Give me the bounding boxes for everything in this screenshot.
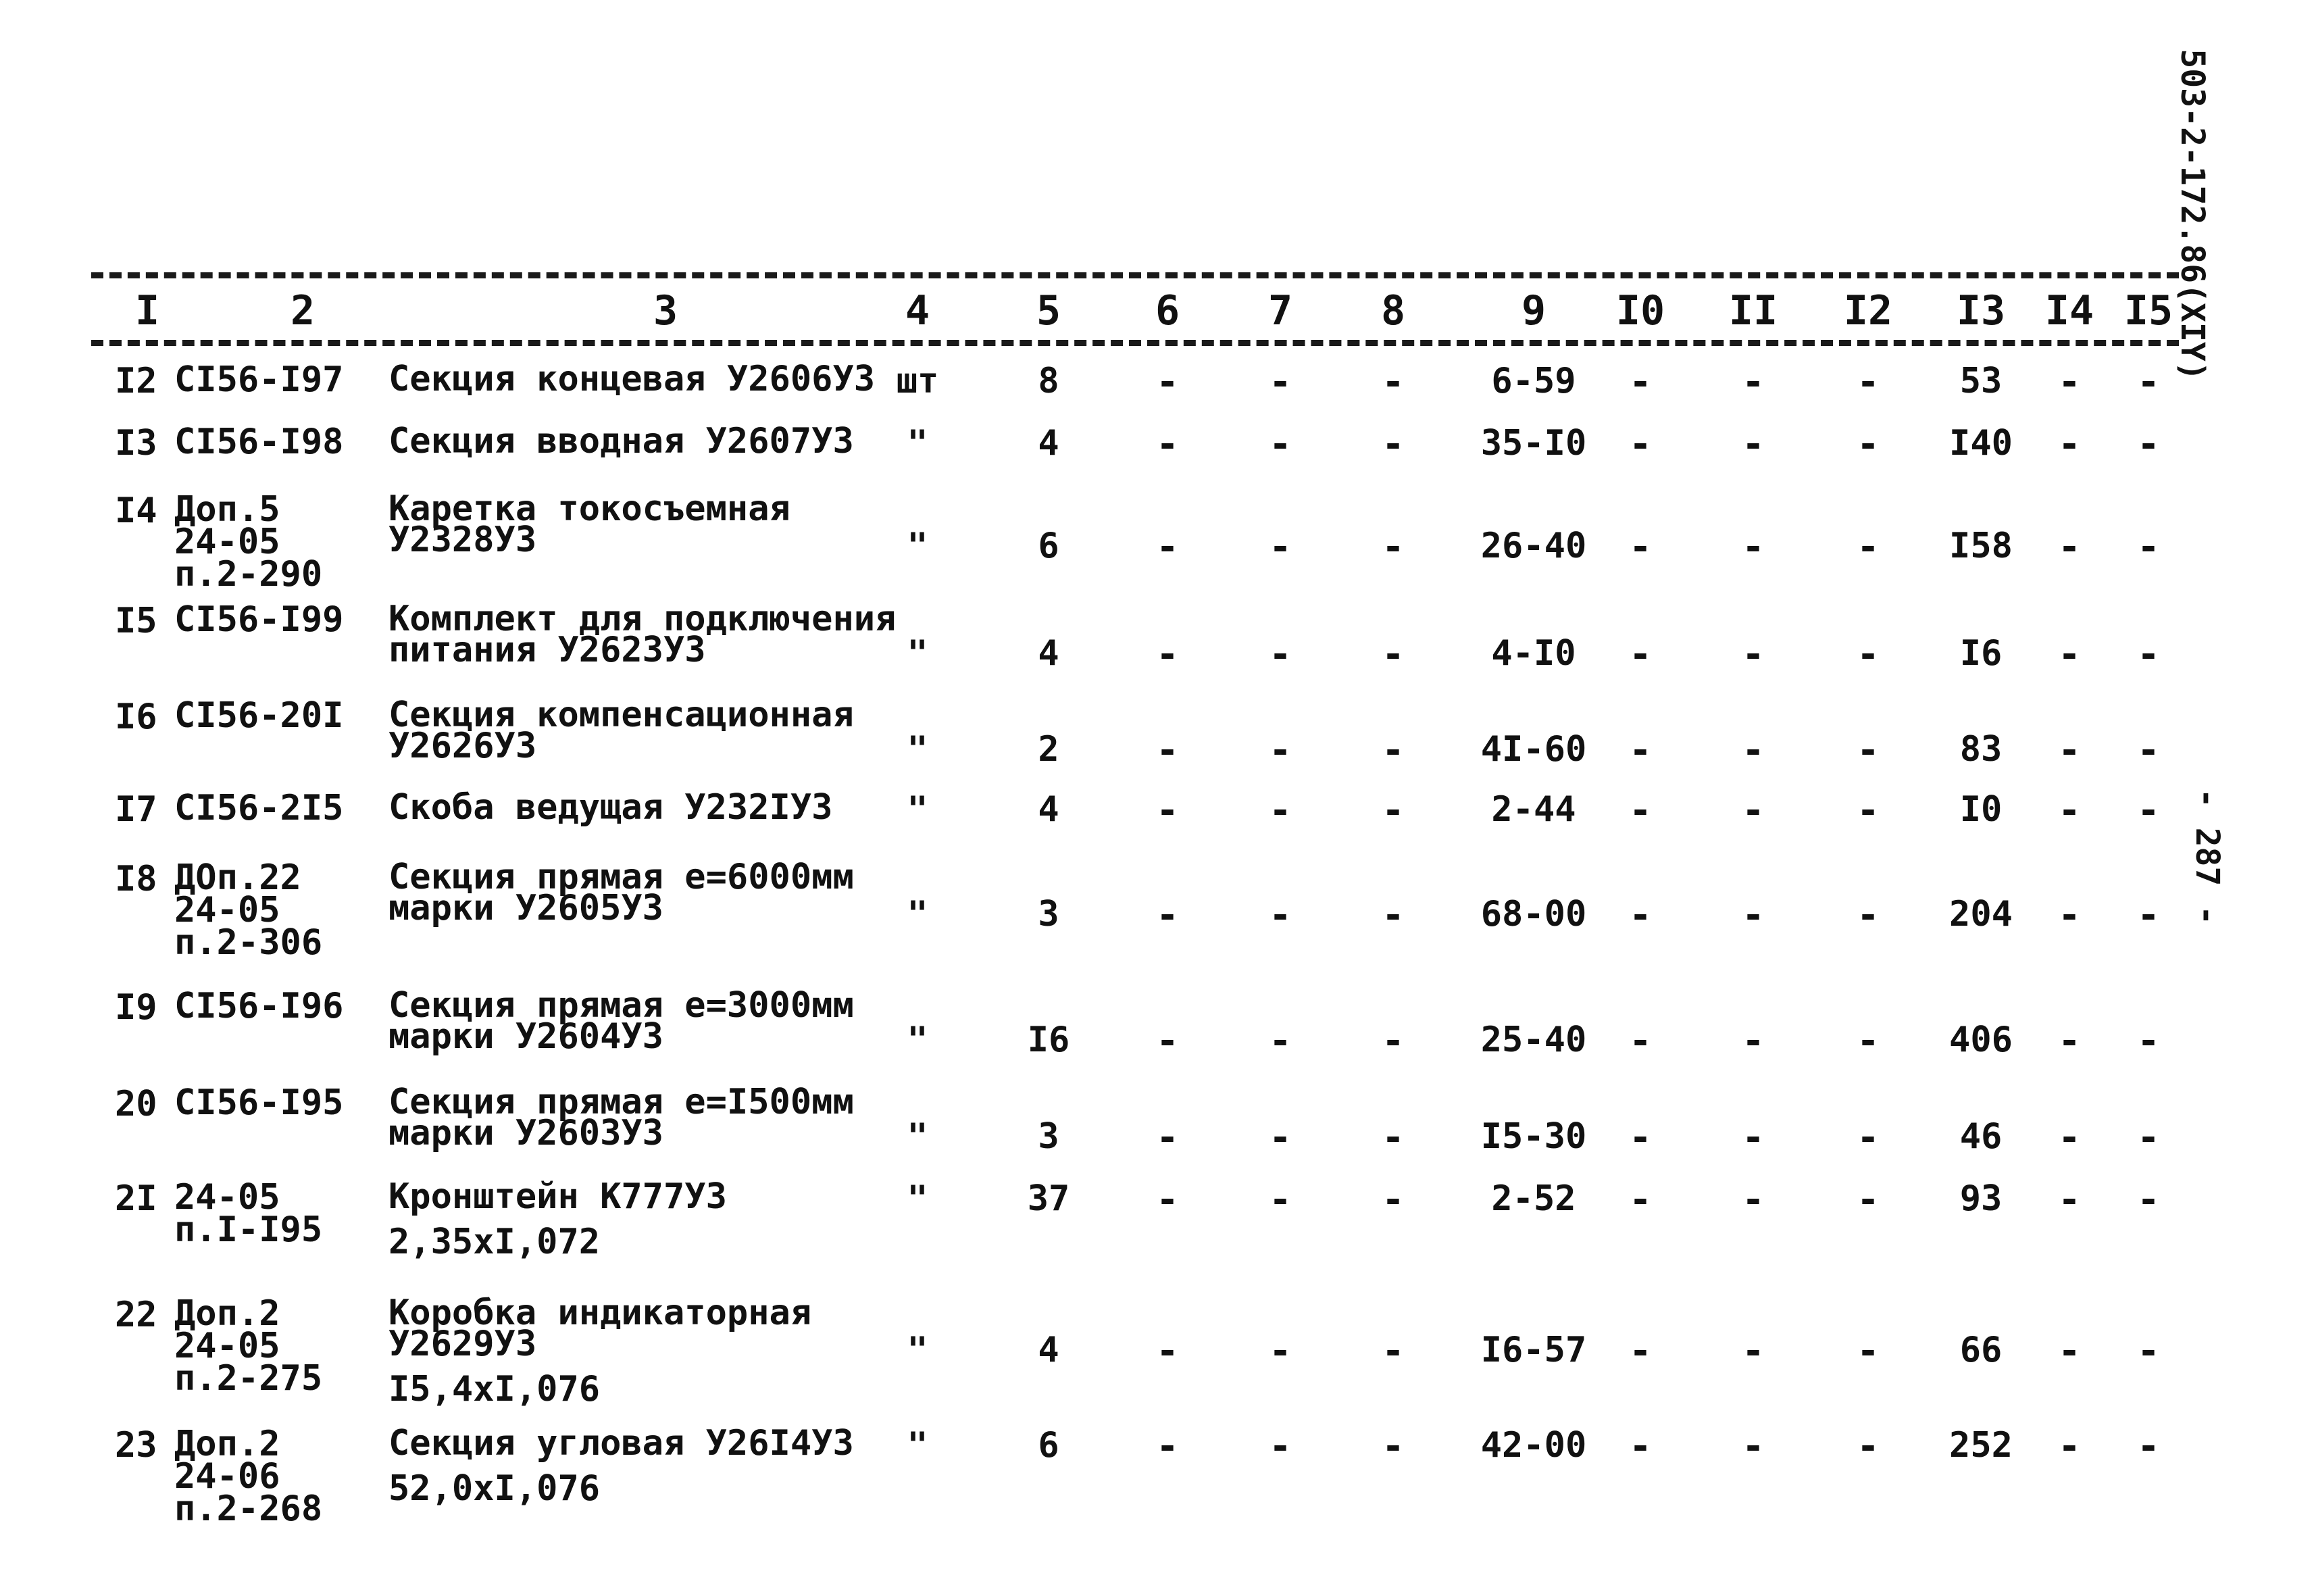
row-number: 22: [115, 1295, 157, 1335]
item-code-line: CI56-I95: [174, 1082, 344, 1123]
cell-c9: 4I-60: [1480, 729, 1587, 770]
cell-c14: -: [2058, 360, 2081, 404]
cell-c11: -: [1742, 1178, 1765, 1222]
column-header: 9: [1521, 287, 1546, 334]
row-number: 2I: [115, 1178, 157, 1219]
cell-qty: 3: [1038, 894, 1059, 934]
cell-c12: -: [1857, 1178, 1880, 1222]
cell-c9: 2-52: [1491, 1178, 1576, 1219]
cell-c11: -: [1742, 632, 1765, 676]
cell-c7: -: [1269, 789, 1292, 832]
cell-c12: -: [1857, 525, 1880, 569]
cell-c9: I5-30: [1480, 1116, 1587, 1157]
cell-c8: -: [1382, 789, 1405, 832]
item-name-line: Секция угловая У26I4УЗ: [388, 1423, 854, 1464]
item-name-line: марки У2603УЗ: [388, 1113, 663, 1153]
item-code-line: 24-05: [174, 522, 280, 562]
cell-c9: 26-40: [1480, 526, 1587, 566]
cell-c13: I6: [1959, 633, 2003, 674]
cell-c9: I6-57: [1480, 1330, 1587, 1370]
cell-c8: -: [1382, 1019, 1405, 1063]
item-code-line: п.2-306: [174, 922, 323, 963]
cell-qty: 3: [1038, 1116, 1059, 1157]
cell-c7: -: [1269, 1019, 1292, 1063]
cell-unit: ": [907, 526, 928, 566]
column-header: I3: [1956, 287, 2006, 334]
cell-c12: -: [1857, 1019, 1880, 1063]
cell-c11: -: [1742, 789, 1765, 832]
item-code-line: 24-05: [174, 890, 280, 930]
item-code-line: CI56-20I: [174, 695, 344, 736]
cell-c7: -: [1269, 1329, 1292, 1373]
cell-c13: I58: [1949, 526, 2013, 566]
cell-c15: -: [2137, 1178, 2160, 1222]
cell-c7: -: [1269, 1116, 1292, 1159]
cell-qty: 4: [1038, 789, 1059, 830]
cell-c10: -: [1629, 1019, 1652, 1063]
cell-c6: -: [1156, 1178, 1179, 1222]
cell-c14: -: [2058, 632, 2081, 676]
cell-c6: -: [1156, 1329, 1179, 1373]
cell-c6: -: [1156, 1116, 1179, 1159]
cell-c14: -: [2058, 422, 2081, 466]
cell-c11: -: [1742, 1329, 1765, 1373]
cell-qty: 4: [1038, 1330, 1059, 1370]
cell-c15: -: [2137, 893, 2160, 937]
item-name-line: У2626УЗ: [388, 726, 537, 766]
item-dimensions: I5,4хI,076: [388, 1369, 601, 1410]
item-code-line: CI56-I99: [174, 599, 344, 640]
row-number: I3: [115, 423, 157, 464]
cell-c13: 252: [1949, 1425, 2013, 1466]
row-number: I8: [115, 859, 157, 899]
cell-c14: -: [2058, 1329, 2081, 1373]
cell-c9: 2-44: [1491, 789, 1576, 830]
item-code-line: п.2-290: [174, 554, 323, 595]
cell-c11: -: [1742, 360, 1765, 404]
column-header: I: [134, 287, 160, 334]
cell-c8: -: [1382, 525, 1405, 569]
cell-unit: ": [907, 1020, 928, 1060]
top-dashed-rule: [91, 272, 2179, 278]
cell-c14: -: [2058, 1424, 2081, 1468]
column-header: 8: [1380, 287, 1406, 334]
item-code-line: CI56-I97: [174, 359, 344, 400]
cell-c15: -: [2137, 360, 2160, 404]
item-code-line: CI56-I96: [174, 986, 344, 1026]
cell-c15: -: [2137, 422, 2160, 466]
cell-c9: 4-I0: [1491, 633, 1576, 674]
cell-c14: -: [2058, 789, 2081, 832]
cell-c8: -: [1382, 360, 1405, 404]
cell-c15: -: [2137, 1019, 2160, 1063]
cell-c6: -: [1156, 360, 1179, 404]
cell-c13: 93: [1959, 1178, 2003, 1219]
item-dimensions: 52,0хI,076: [388, 1468, 601, 1509]
cell-unit: ": [907, 789, 928, 830]
cell-c13: I40: [1949, 423, 2013, 464]
cell-c8: -: [1382, 1116, 1405, 1159]
cell-c12: -: [1857, 1329, 1880, 1373]
cell-c9: 25-40: [1480, 1020, 1587, 1060]
cell-qty: 6: [1038, 526, 1059, 566]
row-number: I5: [115, 601, 157, 641]
column-header: 4: [905, 287, 930, 334]
cell-c13: 66: [1959, 1330, 2003, 1370]
item-code-line: CI56-2I5: [174, 788, 344, 828]
cell-c13: 46: [1959, 1116, 2003, 1157]
cell-c8: -: [1382, 1424, 1405, 1468]
item-name-line: Каретка токосъемная: [388, 489, 790, 529]
cell-c14: -: [2058, 1178, 2081, 1222]
item-name-line: Секция прямая е=3000мм: [388, 985, 854, 1026]
header-dashed-rule: [91, 340, 2179, 346]
cell-qty: I6: [1027, 1020, 1070, 1060]
row-number: 20: [115, 1084, 157, 1124]
row-number: I6: [115, 697, 157, 737]
cell-c12: -: [1857, 1116, 1880, 1159]
item-name-line: Коробка индикаторная: [388, 1293, 812, 1333]
row-number: I4: [115, 491, 157, 531]
cell-qty: 6: [1038, 1425, 1059, 1466]
cell-c15: -: [2137, 1424, 2160, 1468]
column-header: 3: [653, 287, 678, 334]
cell-c11: -: [1742, 893, 1765, 937]
cell-c7: -: [1269, 422, 1292, 466]
item-name-line: Секция компенсационная: [388, 695, 854, 735]
cell-c12: -: [1857, 422, 1880, 466]
item-name-line: У2629УЗ: [388, 1324, 537, 1364]
column-header: I2: [1843, 287, 1893, 334]
cell-c12: -: [1857, 789, 1880, 832]
item-name-line: Скоба ведущая У232IУЗ: [388, 787, 833, 828]
cell-c9: 6-59: [1491, 361, 1576, 401]
cell-c11: -: [1742, 728, 1765, 772]
row-number: I2: [115, 361, 157, 401]
cell-c13: I0: [1959, 789, 2003, 830]
cell-c15: -: [2137, 632, 2160, 676]
column-header: I0: [1615, 287, 1665, 334]
cell-unit: шт: [896, 361, 939, 401]
cell-c6: -: [1156, 525, 1179, 569]
column-header: I5: [2123, 287, 2173, 334]
cell-c15: -: [2137, 525, 2160, 569]
column-header: 2: [290, 287, 316, 334]
cell-c13: 204: [1949, 894, 2013, 934]
cell-c7: -: [1269, 632, 1292, 676]
cell-c9: 68-00: [1480, 894, 1587, 934]
cell-qty: 8: [1038, 361, 1059, 401]
cell-c13: 53: [1959, 361, 2003, 401]
cell-c7: -: [1269, 893, 1292, 937]
cell-c8: -: [1382, 632, 1405, 676]
cell-c10: -: [1629, 789, 1652, 832]
cell-c11: -: [1742, 1019, 1765, 1063]
cell-c12: -: [1857, 632, 1880, 676]
row-number: 23: [115, 1425, 157, 1466]
cell-c15: -: [2137, 728, 2160, 772]
cell-c14: -: [2058, 893, 2081, 937]
cell-c10: -: [1629, 632, 1652, 676]
cell-unit: ": [907, 1116, 928, 1157]
cell-c12: -: [1857, 728, 1880, 772]
cell-c9: 35-I0: [1480, 423, 1587, 464]
cell-c11: -: [1742, 525, 1765, 569]
page-number: - 287 -: [2188, 788, 2226, 926]
cell-c14: -: [2058, 728, 2081, 772]
item-code-line: ДОп.22: [174, 857, 301, 898]
cell-c6: -: [1156, 789, 1179, 832]
cell-qty: 37: [1027, 1178, 1070, 1219]
cell-c6: -: [1156, 728, 1179, 772]
item-name-line: марки У2604УЗ: [388, 1016, 663, 1057]
item-code-line: 24-06: [174, 1456, 280, 1497]
cell-c10: -: [1629, 893, 1652, 937]
cell-c7: -: [1269, 728, 1292, 772]
cell-unit: ": [907, 423, 928, 464]
cell-unit: ": [907, 894, 928, 934]
item-code-line: 24-05: [174, 1177, 280, 1218]
row-number: I7: [115, 789, 157, 830]
cell-c8: -: [1382, 728, 1405, 772]
item-code-line: Доп.2: [174, 1424, 280, 1464]
cell-c14: -: [2058, 525, 2081, 569]
cell-c7: -: [1269, 1424, 1292, 1468]
item-code-line: Доп.2: [174, 1293, 280, 1334]
item-name-line: У2328УЗ: [388, 520, 537, 560]
cell-c9: 42-00: [1480, 1425, 1587, 1466]
item-code-line: Доп.5: [174, 489, 280, 530]
cell-c10: -: [1629, 1424, 1652, 1468]
cell-c12: -: [1857, 360, 1880, 404]
cell-c13: 83: [1959, 729, 2003, 770]
cell-c11: -: [1742, 1424, 1765, 1468]
cell-c10: -: [1629, 1178, 1652, 1222]
cell-c10: -: [1629, 1329, 1652, 1373]
item-name-line: Комплект для подключения: [388, 599, 897, 639]
cell-c8: -: [1382, 422, 1405, 466]
item-name-line: Секция концевая У2606УЗ: [388, 359, 876, 399]
item-code-line: CI56-I98: [174, 422, 344, 462]
column-header: II: [1728, 287, 1778, 334]
cell-c10: -: [1629, 728, 1652, 772]
cell-c10: -: [1629, 525, 1652, 569]
cell-qty: 4: [1038, 633, 1059, 674]
cell-unit: ": [907, 1330, 928, 1370]
cell-c8: -: [1382, 1329, 1405, 1373]
cell-qty: 4: [1038, 423, 1059, 464]
item-name-line: питания У2623УЗ: [388, 630, 706, 670]
cell-c6: -: [1156, 1019, 1179, 1063]
column-header: 7: [1267, 287, 1293, 334]
cell-c11: -: [1742, 1116, 1765, 1159]
cell-c12: -: [1857, 893, 1880, 937]
item-name-line: марки У2605УЗ: [388, 888, 663, 928]
cell-unit: ": [907, 729, 928, 770]
cell-c7: -: [1269, 525, 1292, 569]
column-header: 5: [1036, 287, 1061, 334]
item-code-line: п.2-275: [174, 1358, 323, 1399]
item-dimensions: 2,35хI,072: [388, 1222, 601, 1262]
cell-c7: -: [1269, 360, 1292, 404]
cell-c7: -: [1269, 1178, 1292, 1222]
cell-c15: -: [2137, 1329, 2160, 1373]
item-name-line: Секция вводная У2607УЗ: [388, 421, 854, 462]
item-name-line: Кронштейн К777УЗ: [388, 1176, 727, 1217]
item-name-line: Секция прямая е=I500мм: [388, 1082, 854, 1122]
cell-c11: -: [1742, 422, 1765, 466]
cell-c6: -: [1156, 893, 1179, 937]
cell-unit: ": [907, 1425, 928, 1466]
cell-c10: -: [1629, 422, 1652, 466]
item-code-line: п.2-268: [174, 1489, 323, 1529]
cell-qty: 2: [1038, 729, 1059, 770]
item-code-line: п.I-I95: [174, 1210, 323, 1250]
cell-c14: -: [2058, 1116, 2081, 1159]
cell-c14: -: [2058, 1019, 2081, 1063]
column-header: I4: [2044, 287, 2094, 334]
cell-c13: 406: [1949, 1020, 2013, 1060]
item-name-line: Секция прямая е=6000мм: [388, 857, 854, 897]
cell-c12: -: [1857, 1424, 1880, 1468]
cell-unit: ": [907, 1178, 928, 1219]
cell-c6: -: [1156, 1424, 1179, 1468]
item-code-line: 24-05: [174, 1326, 280, 1366]
document-code: 503-2-172.86(XIY): [2173, 49, 2211, 381]
cell-c10: -: [1629, 1116, 1652, 1159]
cell-c6: -: [1156, 422, 1179, 466]
row-number: I9: [115, 987, 157, 1028]
cell-c8: -: [1382, 893, 1405, 937]
column-header: 6: [1155, 287, 1180, 334]
cell-c10: -: [1629, 360, 1652, 404]
cell-unit: ": [907, 633, 928, 674]
cell-c8: -: [1382, 1178, 1405, 1222]
cell-c15: -: [2137, 789, 2160, 832]
cell-c6: -: [1156, 632, 1179, 676]
cell-c15: -: [2137, 1116, 2160, 1159]
